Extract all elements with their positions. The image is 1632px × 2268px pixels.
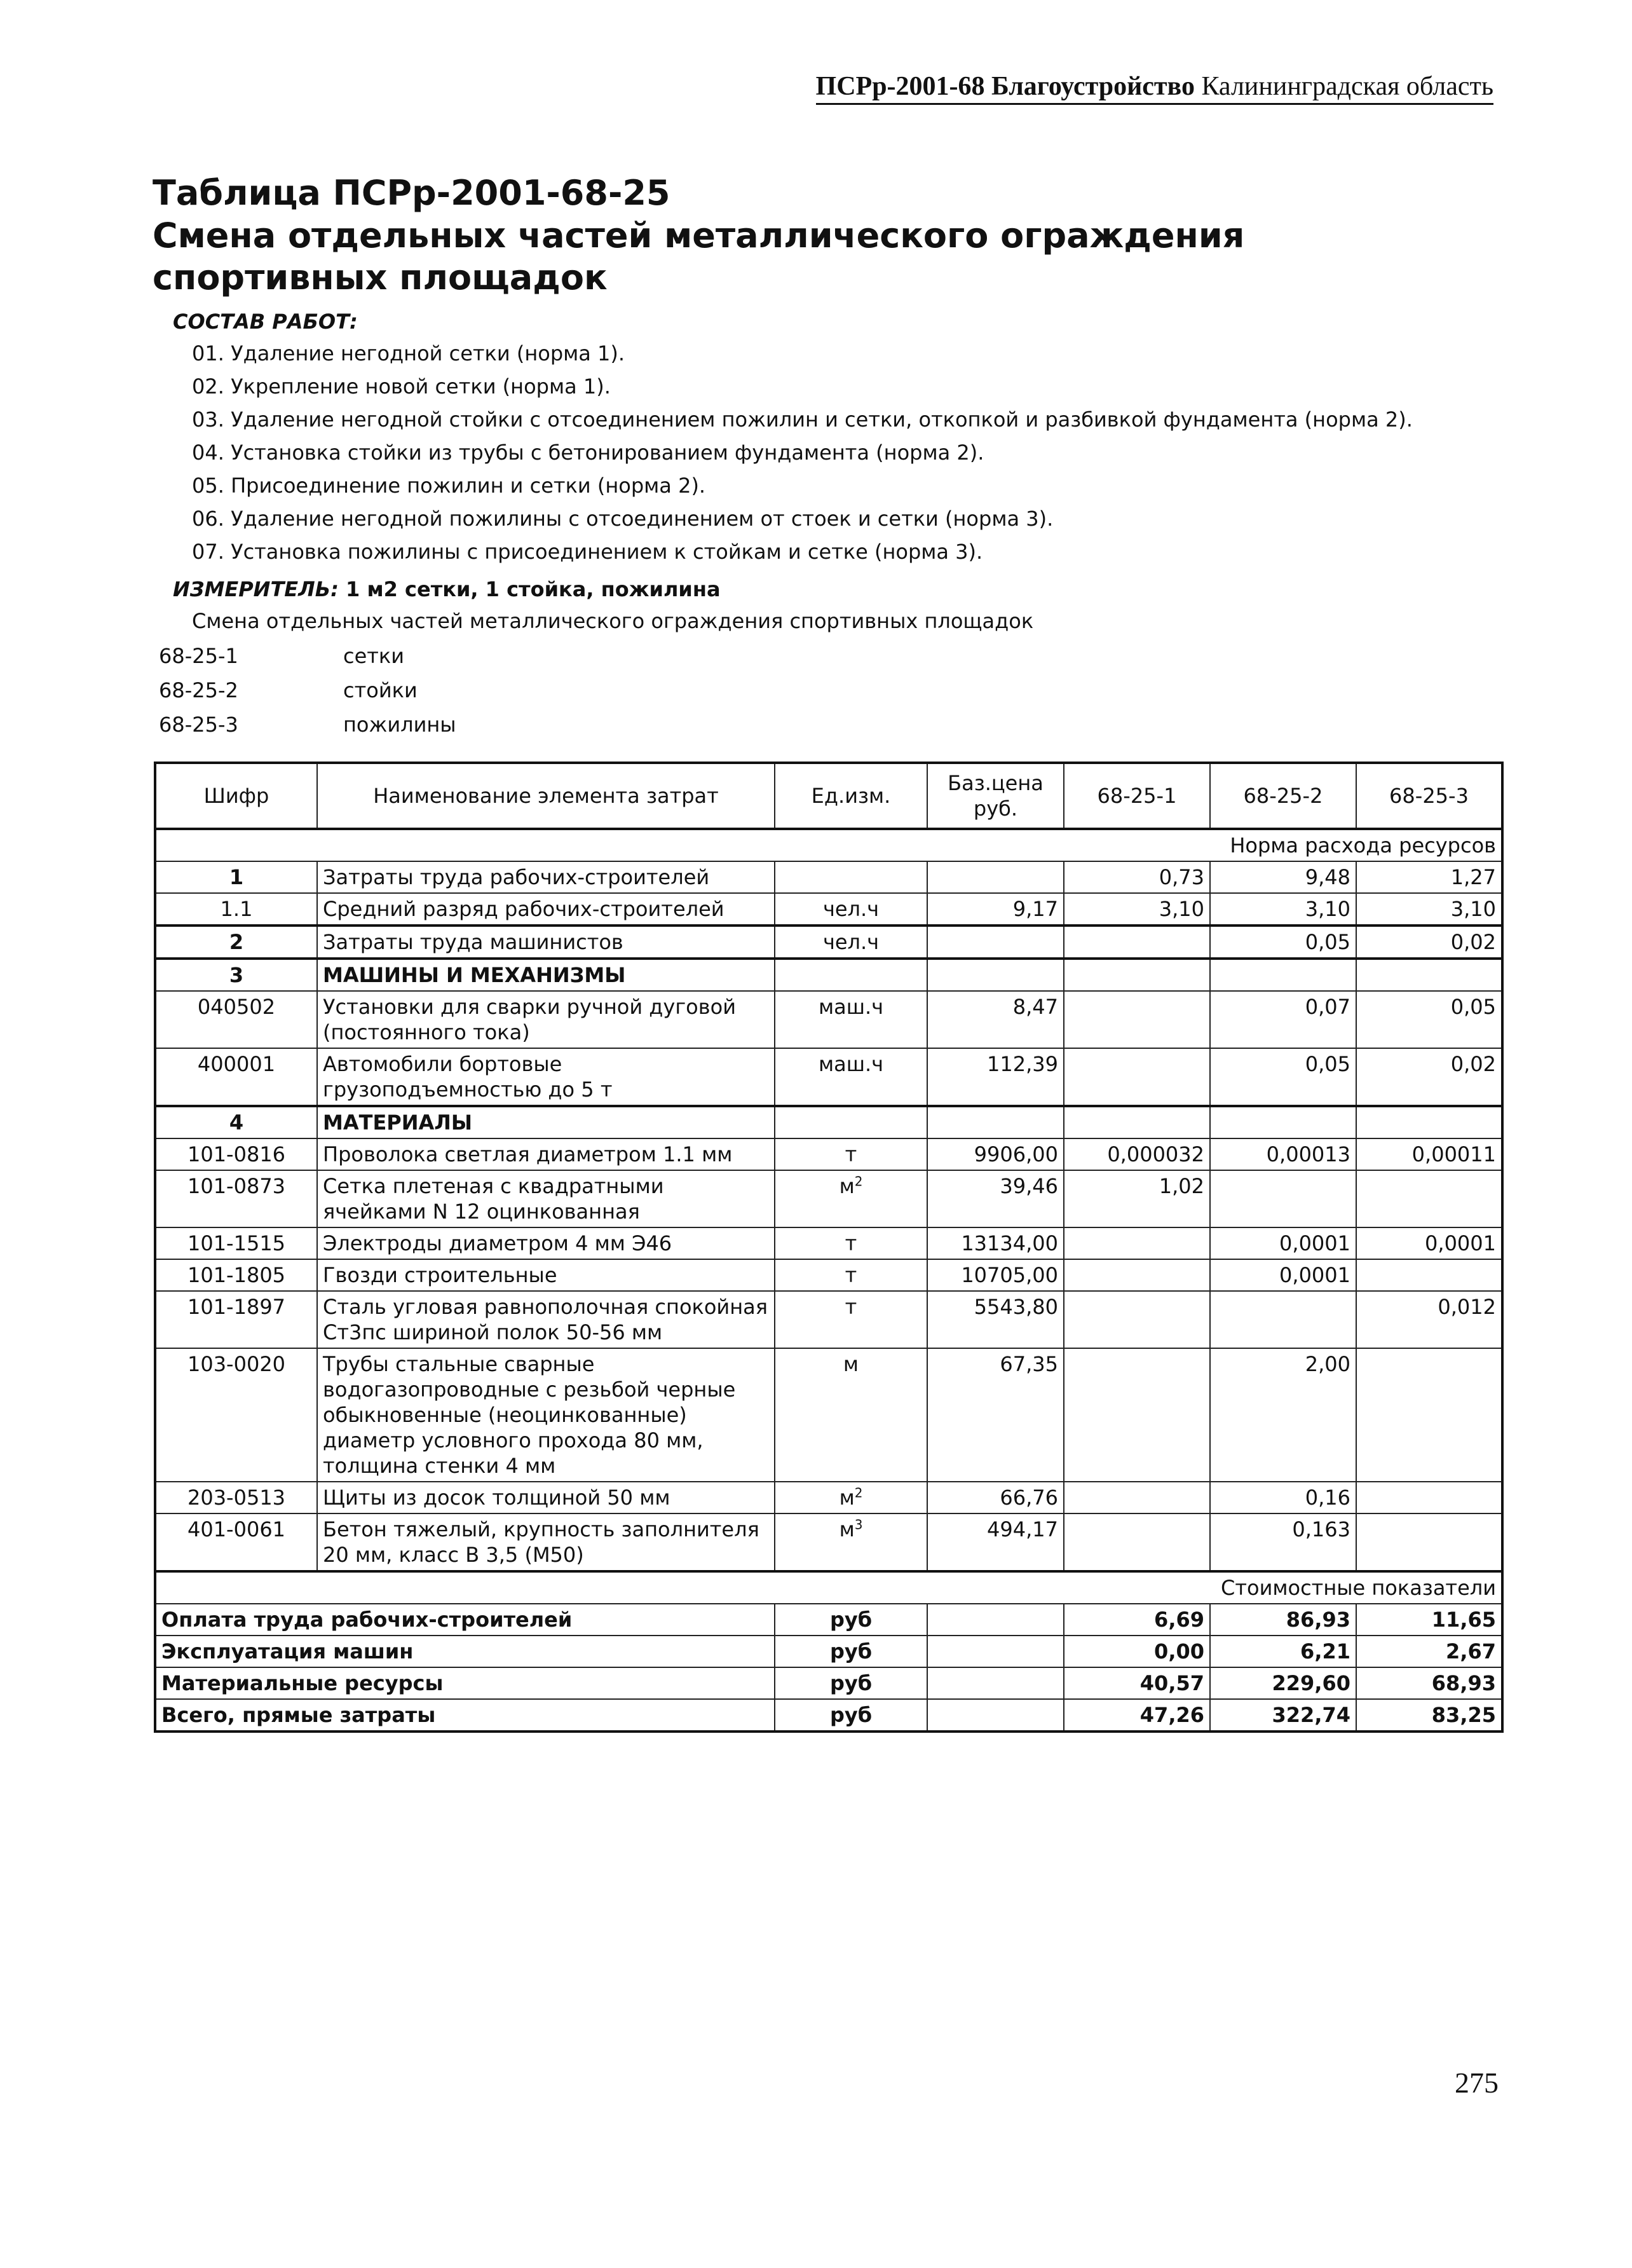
- total-price-empty: [927, 1636, 1064, 1667]
- code-name: сетки: [343, 644, 405, 668]
- row-price: 39,46: [927, 1170, 1064, 1227]
- unit-exponent: 3: [854, 1517, 863, 1533]
- row-name: Гвозди строительные: [317, 1259, 775, 1291]
- col-header: 68-25-1: [1064, 763, 1210, 829]
- row-name: Трубы стальные сварные водогазопроводные с резьбой черные обыкновенные (неоцинкованные) диаметр условного прохода 80 мм, толщина стенки 4 мм: [317, 1348, 775, 1482]
- row-unit: [775, 1513, 927, 1571]
- total-value-68-25-3: 11,65: [1356, 1604, 1502, 1636]
- col-header: Наименование элемента затрат: [317, 763, 775, 829]
- row-value-68-25-2: 0,0001: [1210, 1259, 1356, 1291]
- row-code: 101-0873: [155, 1170, 317, 1227]
- row-name: МАШИНЫ И МЕХАНИЗМЫ: [317, 959, 775, 991]
- row-name: Электроды диаметром 4 мм Э46: [317, 1227, 775, 1259]
- row-price: [927, 861, 1064, 893]
- row-code: 101-1897: [155, 1291, 317, 1348]
- row-name: Затраты труда рабочих-строителей: [317, 861, 775, 893]
- table-row: [155, 1106, 1502, 1138]
- row-code: 400001: [155, 1048, 317, 1106]
- row-value-68-25-3: 0,00011: [1356, 1138, 1502, 1170]
- row-value-68-25-1: [1064, 1106, 1210, 1138]
- table-row: [155, 959, 1502, 991]
- row-value-68-25-2: 0,05: [1210, 1048, 1356, 1106]
- code: 68-25-1: [159, 644, 238, 668]
- row-code: 101-0816: [155, 1138, 317, 1170]
- header-region: Калининградская область: [1201, 72, 1493, 101]
- row-unit: [775, 1048, 927, 1106]
- table-row: [155, 1138, 1502, 1170]
- total-value-68-25-2: 86,93: [1210, 1604, 1356, 1636]
- total-row: [155, 1636, 1502, 1667]
- unit-text: м: [843, 1352, 859, 1376]
- row-value-68-25-2: [1210, 959, 1356, 991]
- row-price: [927, 1106, 1064, 1138]
- work-item: 05. Присоединение пожилин и сетки (норма 2).: [192, 474, 706, 498]
- row-code: 040502: [155, 991, 317, 1048]
- code-list-item: [159, 673, 456, 707]
- code: 68-25-2: [159, 678, 238, 702]
- code-list: [159, 639, 456, 742]
- code-list-item: [159, 707, 456, 742]
- row-value-68-25-2: [1210, 1106, 1356, 1138]
- row-name: Установки для сварки ручной дуговой (постоянного тока): [317, 991, 775, 1048]
- row-value-68-25-3: 0,02: [1356, 1048, 1502, 1106]
- row-value-68-25-2: 3,10: [1210, 893, 1356, 926]
- table-row: [155, 1259, 1502, 1291]
- row-name: Автомобили бортовые грузоподъемностью до 5 т: [317, 1048, 775, 1106]
- row-code: 1: [155, 861, 317, 893]
- col-header: Баз.цена руб.: [927, 763, 1064, 829]
- row-value-68-25-3: 0,0001: [1356, 1227, 1502, 1259]
- unit-text: маш.ч: [818, 1052, 884, 1076]
- total-value-68-25-3: 68,93: [1356, 1667, 1502, 1699]
- row-code: 203-0513: [155, 1482, 317, 1513]
- row-value-68-25-1: [1064, 1227, 1210, 1259]
- row-price: 66,76: [927, 1482, 1064, 1513]
- row-unit: [775, 1170, 927, 1227]
- measure-value: 1 м2 сетки, 1 стойка, пожилина: [346, 577, 721, 601]
- table-row: [155, 893, 1502, 926]
- total-value-68-25-2: 229,60: [1210, 1667, 1356, 1699]
- row-code: 2: [155, 926, 317, 959]
- row-name: Средний разряд рабочих-строителей: [317, 893, 775, 926]
- total-value-68-25-3: 2,67: [1356, 1636, 1502, 1667]
- row-name: Щиты из досок толщиной 50 мм: [317, 1482, 775, 1513]
- resource-table: [154, 762, 1504, 1733]
- total-name: Оплата труда рабочих-строителей: [155, 1604, 775, 1636]
- row-value-68-25-2: 2,00: [1210, 1348, 1356, 1482]
- unit-text: чел.ч: [822, 930, 880, 954]
- row-price: [927, 959, 1064, 991]
- total-value-68-25-2: 6,21: [1210, 1636, 1356, 1667]
- row-value-68-25-2: 0,0001: [1210, 1227, 1356, 1259]
- col-header: 68-25-2: [1210, 763, 1356, 829]
- row-price: 5543,80: [927, 1291, 1064, 1348]
- cost-label: Стоимостные показатели: [155, 1571, 1502, 1604]
- unit-text: маш.ч: [818, 995, 884, 1019]
- work-item: 04. Установка стойки из трубы с бетонированием фундамента (норма 2).: [192, 441, 984, 465]
- unit-text: т: [845, 1295, 857, 1319]
- total-row: [155, 1604, 1502, 1636]
- row-value-68-25-1: 0,73: [1064, 861, 1210, 893]
- table-row: [155, 1348, 1502, 1482]
- row-price: 9906,00: [927, 1138, 1064, 1170]
- row-price: 13134,00: [927, 1227, 1064, 1259]
- row-name: Проволока светлая диаметром 1.1 мм: [317, 1138, 775, 1170]
- work-item: 06. Удаление негодной пожилины с отсоединением от стоек и сетки (норма 3).: [192, 507, 1054, 531]
- row-value-68-25-1: [1064, 1291, 1210, 1348]
- code-list-item: [159, 639, 456, 673]
- row-code: 103-0020: [155, 1348, 317, 1482]
- total-unit: руб: [775, 1699, 927, 1732]
- row-value-68-25-3: [1356, 1170, 1502, 1227]
- table-row: [155, 1291, 1502, 1348]
- col-header: Ед.изм.: [775, 763, 927, 829]
- work-item: 01. Удаление негодной сетки (норма 1).: [192, 341, 625, 365]
- norm-label-row: [155, 829, 1502, 861]
- row-code: 401-0061: [155, 1513, 317, 1571]
- row-value-68-25-1: 3,10: [1064, 893, 1210, 926]
- row-value-68-25-3: [1356, 1482, 1502, 1513]
- running-header: [816, 71, 1493, 105]
- row-value-68-25-2: 0,05: [1210, 926, 1356, 959]
- row-price: [927, 926, 1064, 959]
- unit-text: м: [839, 1486, 855, 1510]
- unit-text: т: [845, 1263, 857, 1287]
- table-row: [155, 1482, 1502, 1513]
- row-name: Бетон тяжелый, крупность заполнителя 20 мм, класс В 3,5 (М50): [317, 1513, 775, 1571]
- table-row: [155, 1048, 1502, 1106]
- row-name: Затраты труда машинистов: [317, 926, 775, 959]
- row-name: Сетка плетеная с квадратными ячейками N 12 оцинкованная: [317, 1170, 775, 1227]
- work-item: 07. Установка пожилины с присоединением к стойкам и сетке (норма 3).: [192, 540, 983, 564]
- table-heading: Смена отдельных частей металлического ограждения спортивных площадок: [153, 215, 1245, 297]
- total-row: [155, 1699, 1502, 1732]
- table-row: [155, 926, 1502, 959]
- total-value-68-25-3: 83,25: [1356, 1699, 1502, 1732]
- total-price-empty: [927, 1667, 1064, 1699]
- work-composition-list: [192, 337, 1413, 568]
- row-code: 4: [155, 1106, 317, 1138]
- row-value-68-25-1: [1064, 959, 1210, 991]
- unit-exponent: 2: [854, 1173, 863, 1189]
- table-row: [155, 1227, 1502, 1259]
- total-price-empty: [927, 1604, 1064, 1636]
- unit-exponent: 2: [854, 1485, 863, 1501]
- table-header-row: [155, 763, 1502, 829]
- row-value-68-25-2: 0,00013: [1210, 1138, 1356, 1170]
- row-price: 494,17: [927, 1513, 1064, 1571]
- col-header: Шифр: [155, 763, 317, 829]
- row-value-68-25-1: 1,02: [1064, 1170, 1210, 1227]
- header-series: ПСРр-2001-68 Благоустройство: [815, 72, 1195, 101]
- table-row: [155, 861, 1502, 893]
- row-value-68-25-3: [1356, 1106, 1502, 1138]
- work-item: 02. Укрепление новой сетки (норма 1).: [192, 374, 611, 399]
- table-title: Таблица ПСРр-2001-68-25: [153, 173, 670, 213]
- row-unit: [775, 861, 927, 893]
- table-row: [155, 991, 1502, 1048]
- row-value-68-25-3: [1356, 959, 1502, 991]
- row-value-68-25-2: 0,16: [1210, 1482, 1356, 1513]
- total-unit: руб: [775, 1636, 927, 1667]
- row-value-68-25-2: [1210, 1170, 1356, 1227]
- col-header: 68-25-3: [1356, 763, 1502, 829]
- total-value-68-25-1: 6,69: [1064, 1604, 1210, 1636]
- row-price: 67,35: [927, 1348, 1064, 1482]
- unit-text: м: [839, 1174, 855, 1198]
- total-unit: руб: [775, 1604, 927, 1636]
- row-unit: [775, 1482, 927, 1513]
- row-name: Сталь угловая равнополочная спокойная Ст3пс шириной полок 50-56 мм: [317, 1291, 775, 1348]
- row-value-68-25-3: 0,012: [1356, 1291, 1502, 1348]
- table-row: [155, 1513, 1502, 1571]
- row-value-68-25-1: 0,000032: [1064, 1138, 1210, 1170]
- codes-subtitle: Смена отдельных частей металлического ограждения спортивных площадок: [192, 609, 1034, 633]
- row-value-68-25-3: 3,10: [1356, 893, 1502, 926]
- row-unit: [775, 1227, 927, 1259]
- total-unit: руб: [775, 1667, 927, 1699]
- row-value-68-25-1: [1064, 1348, 1210, 1482]
- total-price-empty: [927, 1699, 1064, 1732]
- row-value-68-25-1: [1064, 1513, 1210, 1571]
- total-row: [155, 1667, 1502, 1699]
- row-value-68-25-2: 0,163: [1210, 1513, 1356, 1571]
- total-value-68-25-1: 0,00: [1064, 1636, 1210, 1667]
- unit-text: чел.ч: [822, 897, 880, 921]
- row-value-68-25-3: 1,27: [1356, 861, 1502, 893]
- row-unit: [775, 893, 927, 926]
- cost-label-row: [155, 1571, 1502, 1604]
- total-name: Всего, прямые затраты: [155, 1699, 775, 1732]
- row-value-68-25-1: [1064, 926, 1210, 959]
- total-value-68-25-1: 40,57: [1064, 1667, 1210, 1699]
- row-value-68-25-1: [1064, 1259, 1210, 1291]
- row-unit: [775, 1291, 927, 1348]
- row-value-68-25-1: [1064, 1048, 1210, 1106]
- unit-text: т: [845, 1231, 857, 1255]
- total-name: Материальные ресурсы: [155, 1667, 775, 1699]
- row-value-68-25-3: [1356, 1348, 1502, 1482]
- code-name: стойки: [343, 678, 418, 702]
- work-item: 03. Удаление негодной стойки с отсоединением пожилин и сетки, откопкой и разбивкой фундамента (норма 2).: [192, 407, 1413, 432]
- unit-text: т: [845, 1142, 857, 1166]
- measure-label: ИЗМЕРИТЕЛЬ:: [173, 577, 339, 601]
- row-price: 8,47: [927, 991, 1064, 1048]
- row-unit: [775, 1259, 927, 1291]
- row-value-68-25-2: [1210, 1291, 1356, 1348]
- row-unit: [775, 1348, 927, 1482]
- row-value-68-25-3: 0,02: [1356, 926, 1502, 959]
- row-price: 9,17: [927, 893, 1064, 926]
- work-composition-label: СОСТАВ РАБОТ:: [173, 310, 358, 334]
- measure-line: [173, 577, 721, 601]
- row-name: МАТЕРИАЛЫ: [317, 1106, 775, 1138]
- row-value-68-25-2: 9,48: [1210, 861, 1356, 893]
- row-value-68-25-2: 0,07: [1210, 991, 1356, 1048]
- table-row: [155, 1170, 1502, 1227]
- code-name: пожилины: [343, 713, 456, 737]
- row-value-68-25-3: [1356, 1259, 1502, 1291]
- row-code: 101-1515: [155, 1227, 317, 1259]
- total-name: Эксплуатация машин: [155, 1636, 775, 1667]
- row-code: 101-1805: [155, 1259, 317, 1291]
- row-value-68-25-1: [1064, 991, 1210, 1048]
- total-value-68-25-2: 322,74: [1210, 1699, 1356, 1732]
- norm-label: Норма расхода ресурсов: [155, 829, 1502, 861]
- row-unit: [775, 926, 927, 959]
- row-unit: [775, 1138, 927, 1170]
- unit-text: м: [839, 1517, 855, 1541]
- row-value-68-25-3: 0,05: [1356, 991, 1502, 1048]
- row-code: 1.1: [155, 893, 317, 926]
- code: 68-25-3: [159, 713, 238, 737]
- row-price: 112,39: [927, 1048, 1064, 1106]
- row-value-68-25-3: [1356, 1513, 1502, 1571]
- row-value-68-25-1: [1064, 1482, 1210, 1513]
- row-price: 10705,00: [927, 1259, 1064, 1291]
- row-unit: [775, 1106, 927, 1138]
- row-unit: [775, 959, 927, 991]
- total-value-68-25-1: 47,26: [1064, 1699, 1210, 1732]
- row-code: 3: [155, 959, 317, 991]
- page-number: 275: [1455, 2066, 1499, 2099]
- row-unit: [775, 991, 927, 1048]
